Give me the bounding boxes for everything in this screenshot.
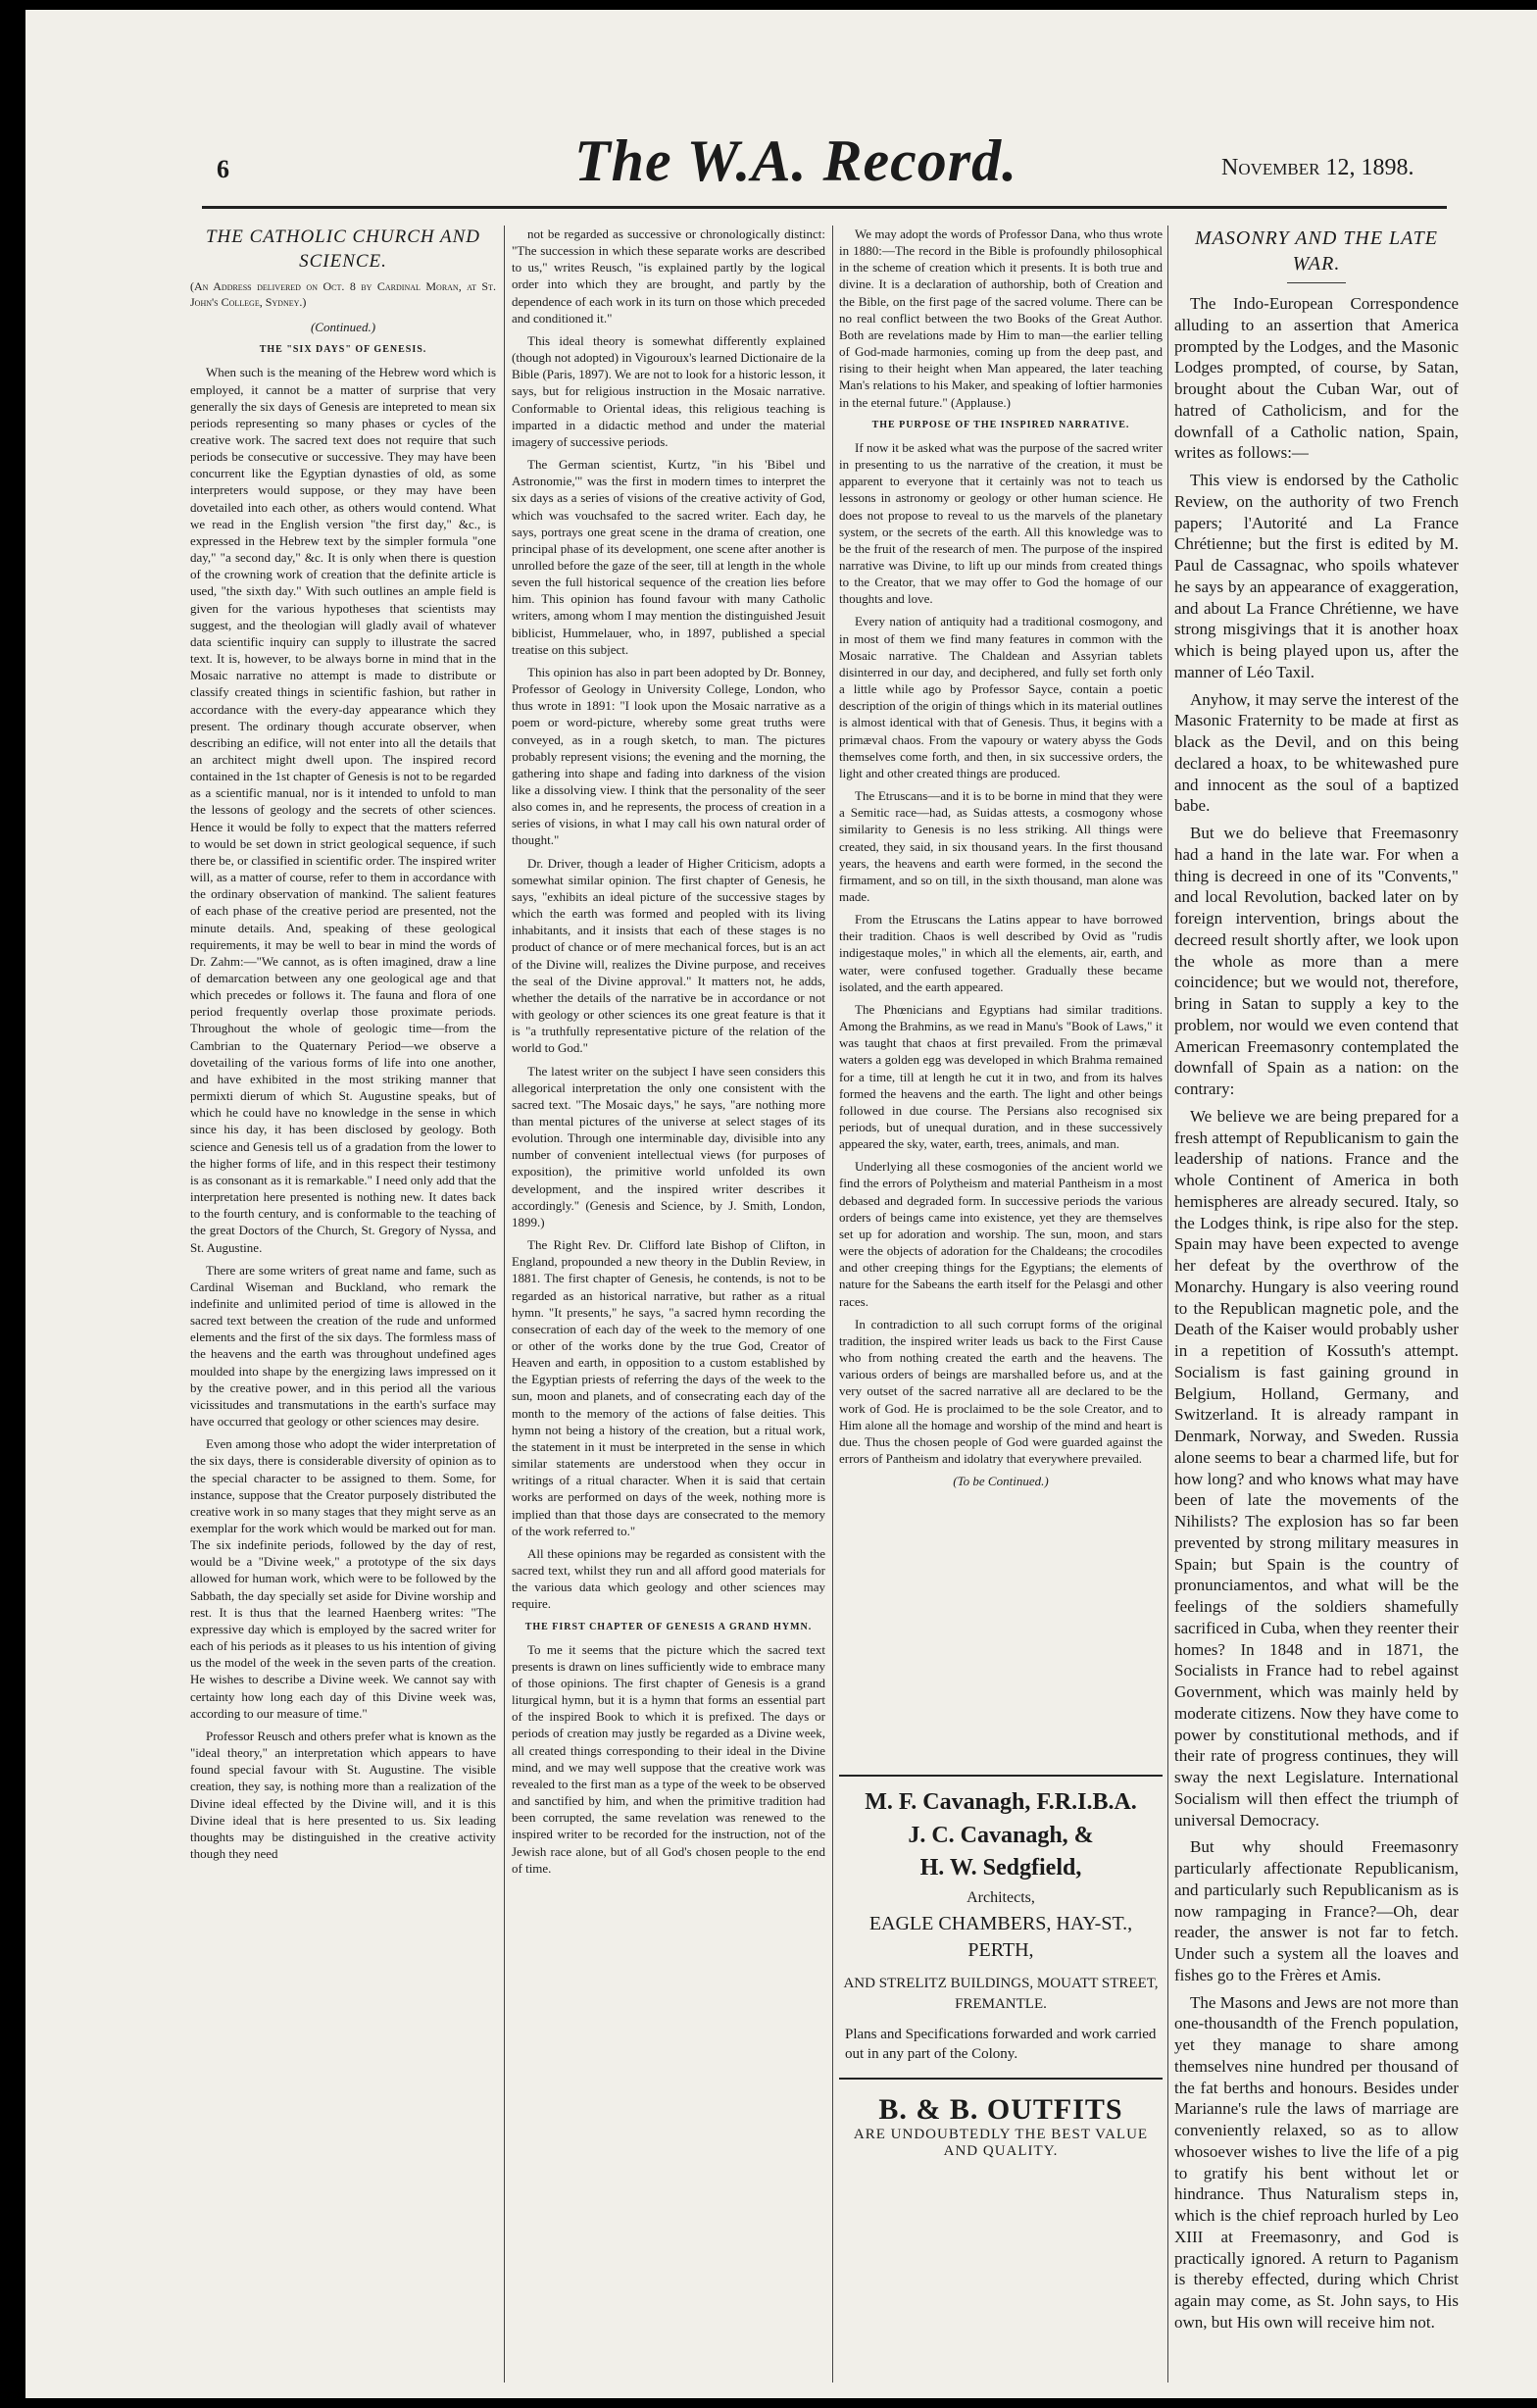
paragraph: Even among those who adopt the wider interpretation of the six days, there is considerable diversity of opinion as to the special character to be assigned to them. Some, for instance, suppose that the Creator purposely distributed the creative work in so many stages that they might serve as an exemplar for the work which would be marked out for man. The six indefinite periods, followed by the day of rest, would be a "Divine week," a prototype of the six days allowed for human work, which were to be followed by the Sabbath, the day specially set aside for Divine worship and rest. It is thus that the learned Haenberg writes: "The expressive day which is employed by the sacred writer for each of his periods as it pleases to us his intention of giving us the model of the week in the seven parts of the creation. He wishes to describe a Divine week. We cannot say with certainty how long each day of this Divine week was, according to our measure of time." xyxy=(190,1436,496,1721)
paragraph: The Right Rev. Dr. Clifford late Bishop of Clifton, in England, propounded a new theory in the Dublin Review, in 1881. The first chapter of Genesis, he contends, is not to be regarded as an historical narrative, but rather as a ritual hymn. "It presents," he says, "a sacred hymn recording the consecration of each day of the week to the memory of one or other of the works done by the true God, Creator of Heaven and earth, in opposition to a custom established by the Egyptian priests of referring the days of the week to the sun, moon and planets, and of consecrating each day of the month to the memory of the actions of false deities. This hymn not being a history of the creation, but a ritual work, the statement in it must be interpreted in the sense in which similar statements are understood when they occur in writings of a ritual character. When it is said that certain works are performed on days of the week, nothing more is implied than that those days are consecrated to the memory of the work referred to." xyxy=(512,1237,825,1538)
paragraph: In contradiction to all such corrupt forms of the original tradition, the inspired writer leads us back to the First Cause who from nothing created the earth and the heavens. The various orders of beings are marshalled before us, and at the very outset of the sacred narrative all are declared to be the work of God. He is proclaimed to be the sole Creator, and to Him alone all the homage and worship of the mind and heart is due. Thus the chosen people of God were guarded against the errors of Pantheism and idolatry that everywhere prevailed. xyxy=(839,1316,1163,1466)
paragraph: But why should Freemasonry particularly affectionate Republicanism, and particularly such Republicanism as is now rampaging in France?—Oh, dear reader, the answer is not far to fetch. Under such a system all the loaves and fishes go to the Frères et Amis. xyxy=(1174,1837,1459,1984)
column-two xyxy=(512,226,825,2392)
paragraph: This ideal theory is somewhat differently explained (though not adopted) in Vigouroux's learned Dictionaire de la Bible (Paris, 1897). We are not to look for a historic lesson, it says, but for religious instruction in the Mosaic narrative. Conformable to Oriental ideas, this religious teaching is imparted in a didactic method and under the material imagery of successive periods. xyxy=(512,332,825,449)
ad-address-fremantle: AND STRELITZ BUILDINGS, MOUATT STREET, FREMANTLE. xyxy=(843,1975,1159,2012)
architects-role: Architects, xyxy=(967,1888,1035,1906)
architect-name: M. F. Cavanagh, F.R.I.B.A. xyxy=(865,1789,1137,1815)
section-subhead: THE "SIX DAYS" OF GENESIS. xyxy=(259,344,427,356)
article-headline: THE CATHOLIC CHURCH AND SCIENCE. xyxy=(205,226,481,272)
architect-name: J. C. Cavanagh, & xyxy=(908,1822,1094,1848)
column-catholic-church-and-science xyxy=(190,226,496,2392)
issue-date: November 12, 1898. xyxy=(1221,155,1414,180)
paragraph: When such is the meaning of the Hebrew word which is employed, it cannot be a matter of surprise that very generally the six days of Genesis are intepreted to mean six periods representing so many phases or cycles of the creative work. The sacred text does not require that such periods be consecutive or successive. They may have been concurrent like the Egyptian dynasties of old, as some interpreters would suppose, or they may have been dovetailed into each other, as others would contend. What we read in the English version "the first day," &c., is expressed in the Hebrew text by the simpler formula "one day," "a second day," &c. It is only when there is question of the crowning work of creation that the definite article is used, "the sixth day." With such outlines an ample field is given for the various hypotheses that scientists may suggest, and the theologian will gladly avail of whatever data scientific inquiry can supply to illustrate the sacred text. It is, however, to be always borne in mind that in the Mosaic narrative no attempt is made to distribute or classify created things in scientific fashion, but rather in accordance with the every-day appearance which they present. The ordinary though accurate observer, when describing an edifice, will not enter into all the details that an architect might dwell upon. The inspired record contained in the 1st chapter of Genesis is not to be regarded as a scientific manual, nor is it intended to unfold to man the lessons of geology and the secrets of other sciences. Hence it would be folly to expect that the matters referred to would be set down in strict geological sequence, if such there be, or classified in scientific order. The inspired writer will, as a matter of course, refer to them in accordance with the ordinary observation of mankind. The salient features of each phase of the creative period are presented, not the minute details. And, speaking of these geological requirements, it may be well to bear in mind the words of Dr. Zahm:—"We cannot, as is often imagined, draw a line of demarcation between any one geological age and that which precedes or follows it. The fauna and flora of one period frequently overlap those proximate periods. Throughout the whole of geologic time—from the Cambrian to the Quaternary Period—we observe a dovetailing of the various forms of life into one another, and have exhibited in the most striking manner that permixti dierum of which St. Augustine speaks, but of which he could have no knowledge in the sense in which since his day, it has been disclosed by geology. Both science and Genesis tell us of a gradation from the lower to the higher forms of life, and in this respect their testimony is as consonant as it is remarkable." I need only add that the interpretation here presented is nothing new. It dates back to the fourth century, and is conformable to the teaching of the great Doctors of the Church, St. Gregory of Nyssa, and St. Augustine. xyxy=(190,365,496,1255)
paragraph: Dr. Driver, though a leader of Higher Criticism, adopts a somewhat similar opinion. The first chapter of Genesis, he says, "exhibits an ideal picture of the successive stages by which the earth was formed and peopled with its living inhabitants, and it insists that each of these stages is no product of chance or of mere mechanical forces, but is an act of the Divine will, realizes the Divine purpose, and receives the seal of the Divine approval." It matters not, he adds, whether the details of the narrative be in accordance or not with geology or other sciences its one great feature is that it is "a truthfully representative picture of the relation of the world to God." xyxy=(512,855,825,1056)
paragraph: To me it seems that the picture which the sacred text presents is drawn on lines sufficiently wide to embrace many of those opinions. The first chapter of Genesis is a grand liturgical hymn, but it is a hymn that forms an essential part of the inspired Book to which it is prefixed. The days or periods of creation may justly be regarded as a Divine week, all created things corresponding to their ideal in the Divine mind, and we may well suppose that the creative work was revealed to the first man as a type of the week to be observed and sanctified by him, and when the primitive tradition had been corrupted, the same revelation was renewed to the inspired writer to be recorded for the instruction, not of the Jewish race alone, but of all God's chosen people to the end of time. xyxy=(512,1641,825,1876)
paragraph: The Phœnicians and Egyptians had similar traditions. Among the Brahmins, as we read in Manu's "Book of Laws," it was taught that chaos at first prevailed. From the primæval waters a golden egg was developed in which Brahma remained for a time, till at length he cut it in two, and from its halves formed the heavens and the earth. The light and other beings followed in due course. The Persians also recognised six periods, but of unequal duration, and in these successively appeared the sky, water, earth, trees, animals, and man. xyxy=(839,1001,1163,1152)
paragraph: Underlying all these cosmogonies of the ancient world we find the errors of Polytheism and material Pantheism in a most debased and degraded form. In successive periods the various orders of beings came into existence, yet they are themselves set up for adoration and worship. The sun, moon, and stars were the objects of adoration for the Chaldeans; the crocodiles and other creeping things for the Egyptians; the elements of nature for the Sabeans the earth itself for the Pelasgi and other races. xyxy=(839,1159,1163,1309)
paragraph: The Indo-European Correspondence alluding to an assertion that America prompted by the Lodges, and the Masonic Lodges prompted, of course, by Satan, brought about the Cuban War, out of hatred of Catholicism, and for the downfall of a Catholic nation, Spain, writes as follows:— xyxy=(1174,294,1459,463)
paragraph: The Etruscans—and it is to be borne in mind that they were a Semitic race—had, as Suidas attests, a cosmogony whose similarity to Genesis is no less striking. All things were created, they said, in six thousand years. In the first thousand years, the heavens and earth were formed, in the second the firmament, and so on till, in the sixth thousand, man alone was made. xyxy=(839,788,1163,904)
paragraph: All these opinions may be regarded as consistent with the sacred text, whilst they run and all afford good materials for the various data which geology and other sciences may require. xyxy=(512,1545,825,1612)
newspaper-page xyxy=(25,10,1537,2398)
paragraph: This view is endorsed by the Catholic Review, on the authority of two French papers; l'Autorité and La France Chrétienne; but the first is edited by M. Paul de Cassagnac, who spoils whatever he says by an appearance of exaggeration, and about La France Chrétienne, we have strong misgivings that it is another hoax which is being played upon us, after the manner of Léo Taxil. xyxy=(1174,471,1459,681)
section-subhead: THE FIRST CHAPTER OF GENESIS A GRAND HYMN. xyxy=(524,1621,813,1632)
page-header xyxy=(25,118,1537,216)
paragraph: This opinion has also in part been adopted by Dr. Bonney, Professor of Geology in University College, London, who thus wrote in 1891: "I look upon the Mosaic narrative as a poem or word-picture, whereby some great truths were conveyed, as in a rough sketch, to man. The pictures probably represent visions; the evening and the morning, the gathering into shape and fading into darkness of the vision like a dissolving view. I think that the personality of the seer also comes in, and he represents, the process of creation in a series of visions, in what I may call his own natural order of thought." xyxy=(512,664,825,848)
paragraph: We believe we are being prepared for a fresh attempt of Republicanism to gain the leadership of nations. France and the whole Continent of America in both hemispheres are already secured. Italy, so the Lodges think, is ripe also for the step. Spain may have been expected to avenge her defeat by the overthrow of the Monarchy. Hungary is also veering round to the Republican magnetic pole, and the Death of the Kaiser would probably usher in a repetition of Kossuth's attempt. Socialism is fast gaining ground in Belgium, Holland, Germany, and Switzerland. It is already rampant in Denmark, Norway, and Sweden. Russia alone seems to bear a charmed life, but for how long? and who knows what may have been of late the movements of the Nihilists? The explosion has so far been prevented by strong military measures in Spain; but Spain is the country of pronunciamentos, and what will be the feelings of the soldiers shamefully sacrificed in Cuba, when they reenter their homes? In 1848 and in 1871, the Socialists in France had to rebel against Government, which was mainly held by moderate citizens. Now they have come to power by constitutional methods, and if their rate of progress continues, they will sway the next Legislature. International Socialism will then effect the triumph of universal Democracy. xyxy=(1174,1106,1459,1830)
header-rule xyxy=(202,206,1447,209)
architect-name: H. W. Sedgfield, xyxy=(919,1855,1082,1881)
paragraph: Every nation of antiquity had a traditional cosmogony, and in most of them we find many features in common with the Mosaic narrative. The Chaldean and Assyrian tablets disinterred in our day, and deciphered, and fully set forth only a little while ago by Professor Sayce, contain a poetic description of the origin of things which in its material outlines is almost identical with that of Genesis. Thus, it begins with a primæval chaos. From the vapoury or watery abyss the Gods themselves come forth, and then, in six successive orders, the light and other created things are produced. xyxy=(839,614,1163,780)
paragraph: But we do believe that Freemasonry had a hand in the late war. For when a thing is decreed in one of its "Convents," and local Revolution, backed later on by foreign intervention, brings about the decreed result shortly after, we look upon the whole as more than a mere coincidence; but we would not, therefore, bring in Satan to supply a key to the problem, nor would we even contend that American Freemasonry contemplated the downfall of Spain as a nation: on the contrary: xyxy=(1174,824,1459,1098)
column-divider xyxy=(832,226,833,2383)
article-headline: MASONRY AND THE LATE WAR. xyxy=(1195,227,1438,275)
page-number: 6 xyxy=(217,155,229,183)
section-subhead: THE PURPOSE OF THE INSPIRED NARRATIVE. xyxy=(871,419,1130,430)
paragraph: The German scientist, Kurtz, "in his 'Bibel und Astronomie,'" was the first in modern times to interpret the six days as a series of visions of the creative activity of God, which was vouchsafed to the sacred writer. Each day, he says, portrays one great scene in the drama of creation, one principal phase of its development, one scene after another is unrolled before the gaze of the seer, till at length in the whole seven the full historical sequence of the creation lies before him. This opinion has found favour with many Catholic writers, among whom I may mention the distinguished Jesuit biblicist, Hummelauer, who, in 1897, published a special treatise on this subject. xyxy=(512,457,825,657)
architects-advertisement xyxy=(839,1775,1163,2080)
paragraph: We may adopt the words of Professor Dana, who thus wrote in 1880:—The record in the Bible is profoundly philosophical in the scheme of creation which it presents. It is both true and divine. It is a declaration of authorship, both of Creation and the Bible, on the first page of the sacred volume. There can be no real conflict between the two Books of the Great Author. Both are revelations made by Him to man—the earlier telling of God-made harmonies, coming up from the deep past, and rising to their height when Man appeared, the later teaching Man's relations to his Maker, and speaking of loftier harmonies in the eternal future." (Applause.) xyxy=(839,226,1163,410)
paragraph: There are some writers of great name and fame, such as Cardinal Wiseman and Buckland, who remark the indefinite and unlimited period of time is allowed in the sacred text between the creation of the rude and unformed elements and the first of the six days. The formless mass of the heavens and the earth was throughout undefined ages moulded into shape by the energizing laws impressed on it by the creative power, and in this period all the various vicissitudes and transmutations in the earth's surface may have occurred that geology or other sciences may desire. xyxy=(190,1262,496,1430)
paragraph: Professor Reusch and others prefer what is known as the "ideal theory," an interpretation which appears to have found special favour with St. Augustine. The visible creation, they say, is nothing more than a realization of the Divine ideal effected by the Divine will, and it is this Divine ideal that is here presented to us. Six leading thoughts may be distinguished in the creative activity though they need xyxy=(190,1728,496,1861)
paragraph: From the Etruscans the Latins appear to have borrowed their tradition. Chaos is well described by Ovid as "rudis indigestaque moles," in which all the elements, air, earth, and water, were confused together. Gradually these became isolated, and the earth appeared. xyxy=(839,912,1163,994)
outfits-title: B. & B. OUTFITS xyxy=(878,2093,1123,2126)
outfits-advertisement xyxy=(839,2093,1163,2160)
paragraph: not be regarded as successive or chronologically distinct: "The succession in which these separate works are described to us," writes Reusch, "is explained partly by the logical order into which they are brought, and partly by the dependence of each work in its turn on those which preceded and conditioned it." xyxy=(512,226,825,326)
ad-plans-note: Plans and Specifications forwarded and work carried out in any part of the Colony. xyxy=(845,2026,1157,2063)
column-divider xyxy=(504,226,505,2383)
paragraph: The Masons and Jews are not more than one-thousandth of the French population, yet they manage to share among themselves nine hundred per thousand of the fat berths and honours. Besides under Marianne's rule the laws of marriage are conveniently relaxed, so as to allow whosoever wishes to live the life of a pig to gratify his bent without let or hindrance. Thus Naturalism steps in, which is the chief reproach hurled by Leo XIII at Freemasonry, and God is practically ignored. A return to Paganism is thereby effected, during which Christ again may come, as St. John says, to His own, but His own will receive him not. xyxy=(1174,1992,1459,2332)
to-be-continued: (To be Continued.) xyxy=(953,1474,1049,1489)
column-divider xyxy=(1167,226,1168,2383)
paragraph: If now it be asked what was the purpose of the sacred writer in presenting to us the narrative of the creation, it must be apparent to everyone that it certainly was not to teach us lessons in astronomy or geology or other human science. He does not propose to reveal to us the marvels of the planetary system, or the secrets of the earth. All this knowledge was to be the fruit of the research of men. The purpose of the inspired narrative was Divine, to lift up our minds from created things to the Creator, that we may offer to God the homage of our thoughts and love. xyxy=(839,439,1163,607)
outfits-tagline: ARE UNDOUBTEDLY THE BEST VALUE AND QUALITY. xyxy=(853,2127,1149,2159)
article-deck: (An Address delivered on Oct. 8 by Cardinal Moran, at St. John's College, Sydney.) xyxy=(190,279,496,310)
headline-rule xyxy=(1287,282,1346,283)
masthead-title: The W.A. Record. xyxy=(574,128,1018,193)
column-masonry-and-the-late-war xyxy=(1174,226,1459,2392)
continued-note: (Continued.) xyxy=(310,320,376,335)
paragraph: Anyhow, it may serve the interest of the Masonic Fraternity to be made at first as black as the Devil, and on this being declared a hoax, to be whitewashed pure and innocent as the soul of a baptized babe. xyxy=(1174,689,1459,816)
ad-address: EAGLE CHAMBERS, HAY-ST., xyxy=(868,1912,1133,1934)
column-three xyxy=(839,226,1163,1755)
paragraph: The latest writer on the subject I have seen considers this allegorical interpretation the only one consistent with the sacred text. "The Mosaic days," he says, "are nothing more than mental pictures of the universe at select stages of its evolution. Through one interminable day, divisible into any number of convenient intellectual views (for purposes of exposition), the primitive world unfolded its own development, and the inspired writer describes it accordingly." (Genesis and Science, by J. Smith, London, 1899.) xyxy=(512,1063,825,1229)
ad-city: PERTH, xyxy=(967,1938,1034,1961)
